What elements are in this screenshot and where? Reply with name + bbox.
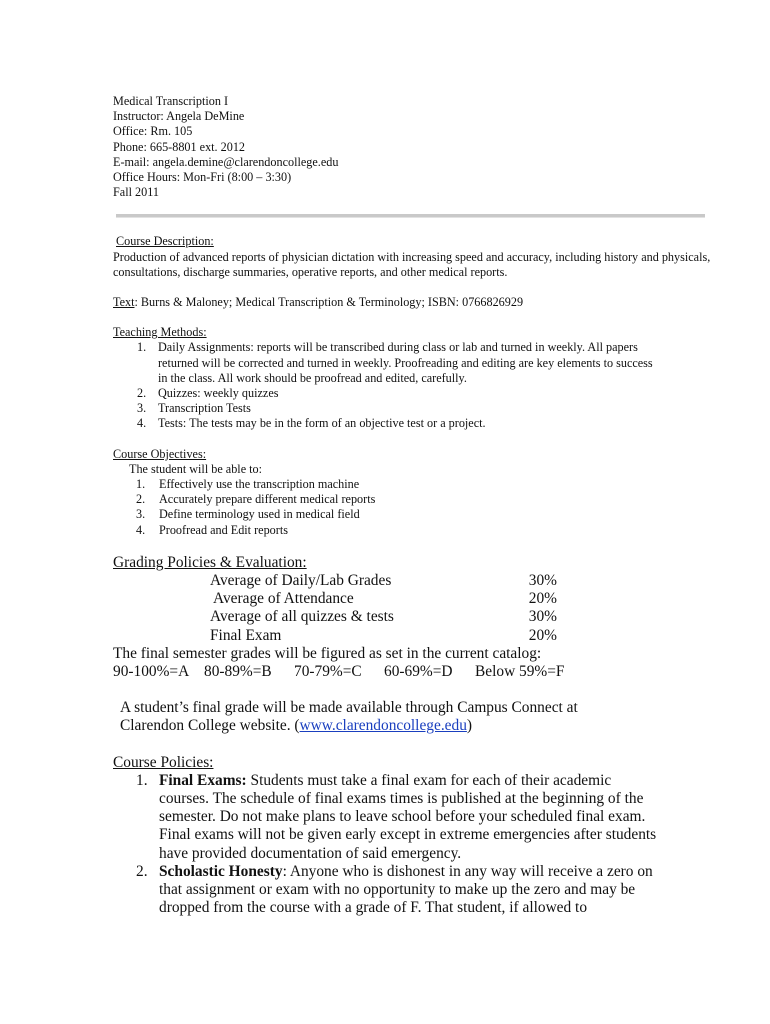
- header-divider: [116, 214, 705, 218]
- policies-list: [113, 772, 713, 918]
- teaching-methods-heading: Teaching Methods:: [113, 325, 207, 340]
- list-item: [113, 772, 659, 863]
- item-number: 4.: [137, 416, 147, 431]
- office-line: Office: Rm. 105: [113, 124, 193, 139]
- item-text: Quizzes: weekly quizzes: [158, 386, 279, 401]
- list-item: [113, 416, 658, 431]
- textbook-line: [113, 295, 713, 310]
- item-text: Tests: The tests may be in the form of an objective test or a project.: [158, 416, 486, 431]
- objectives-lead: The student will be able to:: [129, 461, 263, 476]
- grade-weight: 20%: [528, 590, 557, 608]
- grade-scale-item: 90-100%=A: [113, 663, 190, 681]
- grade-scale-item: Below 59%=F: [475, 663, 565, 681]
- objectives-list: [113, 477, 713, 538]
- instructor-line: Instructor: Angela DeMine: [113, 109, 245, 124]
- item-text: Transcription Tests: [158, 401, 251, 416]
- email-line: E-mail: angela.demine@clarendoncollege.edu: [113, 154, 339, 169]
- grade-weight: 20%: [528, 626, 557, 644]
- grade-scale-item: 70-79%=C: [294, 663, 362, 681]
- grade-scale: [113, 663, 713, 681]
- item-number: 4.: [136, 522, 146, 537]
- grade-row: [113, 590, 713, 608]
- item-number: 1.: [136, 477, 146, 492]
- list-item: [113, 507, 713, 522]
- item-number: 1.: [137, 340, 147, 355]
- grade-row: [113, 608, 713, 626]
- list-item: [113, 863, 659, 918]
- grade-row: [113, 572, 713, 590]
- grade-label: Final Exam: [210, 626, 282, 644]
- grading-heading: Grading Policies & Evaluation:: [113, 553, 307, 571]
- list-item: [113, 401, 658, 416]
- term-line: Fall 2011: [113, 185, 159, 200]
- list-item: [113, 523, 713, 538]
- item-text: Proofread and Edit reports: [159, 522, 288, 537]
- item-number: 2.: [136, 862, 148, 880]
- item-text: Define terminology used in medical field: [159, 507, 360, 522]
- item-number: 2.: [137, 386, 147, 401]
- course-title: Medical Transcription I: [113, 94, 229, 108]
- item-number: 3.: [137, 401, 147, 416]
- grading-section: [113, 554, 713, 681]
- grade-label: Average of Attendance: [213, 590, 354, 608]
- list-item: [113, 492, 713, 507]
- grade-label: Average of Daily/Lab Grades: [210, 572, 392, 590]
- course-policies-heading: Course Policies:: [113, 753, 214, 771]
- list-item: [113, 386, 658, 401]
- office-hours-line: Office Hours: Mon-Fri (8:00 – 3:30): [113, 170, 292, 185]
- item-text: Accurately prepare different medical reports: [159, 492, 376, 507]
- grade-scale-item: 80-89%=B: [204, 663, 272, 681]
- final-grade-text: A student’s final grade will be made available through Campus Connect at Clarendon College website. (: [120, 699, 578, 735]
- textbook-value: : Burns & Maloney; Medical Transcription & Terminology; ISBN: 0766826929: [134, 295, 524, 310]
- grade-scale-item: 60-69%=D: [384, 663, 453, 681]
- final-grade-text-end: ): [466, 717, 473, 735]
- list-item: [113, 340, 658, 386]
- item-text: Daily Assignments: reports will be transcribed during class or lab and turned in weekly. All papers returned will be corrected and turned in weekly. Proofreading and editing are key elements to success in the class. All work should be proofread and edited, carefully.: [158, 340, 653, 385]
- list-item: [113, 477, 713, 492]
- college-website-link[interactable]: www.clarendoncollege.edu: [299, 717, 467, 735]
- item-text: Effectively use the transcription machine: [159, 477, 360, 492]
- course-header: [113, 94, 713, 200]
- course-description-body: Production of advanced reports of physician dictation with increasing speed and accuracy, including history and physicals, consultations, discharge summaries, operative reports, and other medical reports.: [113, 249, 711, 279]
- item-number: 1.: [136, 771, 148, 789]
- policy-title: Final Exams:: [159, 771, 247, 789]
- teaching-methods-list: [113, 340, 713, 431]
- policy-text: : Anyone who is dishonest in any way will receive a zero on that assignment or exam with no opportunity to make up the zero and may be dropped from the course with a grade of F. That student, if allowed to: [159, 862, 653, 917]
- policy-title: Scholastic Honesty: [159, 862, 283, 880]
- grade-label: Average of all quizzes & tests: [210, 608, 394, 626]
- course-policies-section: [113, 754, 713, 918]
- catalog-note: The final semester grades will be figured as set in the current catalog:: [113, 644, 542, 662]
- phone-line: Phone: 665-8801 ext. 2012: [113, 139, 246, 154]
- course-description-section: [113, 234, 713, 280]
- final-grade-paragraph: [113, 699, 633, 735]
- grade-weight: 30%: [528, 572, 557, 590]
- item-number: 3.: [136, 507, 146, 522]
- grade-weight: 30%: [528, 608, 557, 626]
- textbook-label: Text: [113, 295, 135, 310]
- teaching-methods-section: [113, 325, 713, 431]
- course-description-heading: Course Description:: [116, 234, 214, 249]
- course-objectives-section: [113, 447, 713, 538]
- syllabus-page: [113, 94, 713, 917]
- policy-text: Students must take a final exam for each of their academic courses. The schedule of final exams times is published at the beginning of the semester. Do not make plans to leave school before your scheduled final exam. Final exams will not be given early except in extreme emergencies after students have provided documentation of said emergency.: [159, 771, 657, 862]
- grade-row: [113, 627, 713, 645]
- course-objectives-heading: Course Objectives:: [113, 446, 207, 461]
- item-number: 2.: [136, 492, 146, 507]
